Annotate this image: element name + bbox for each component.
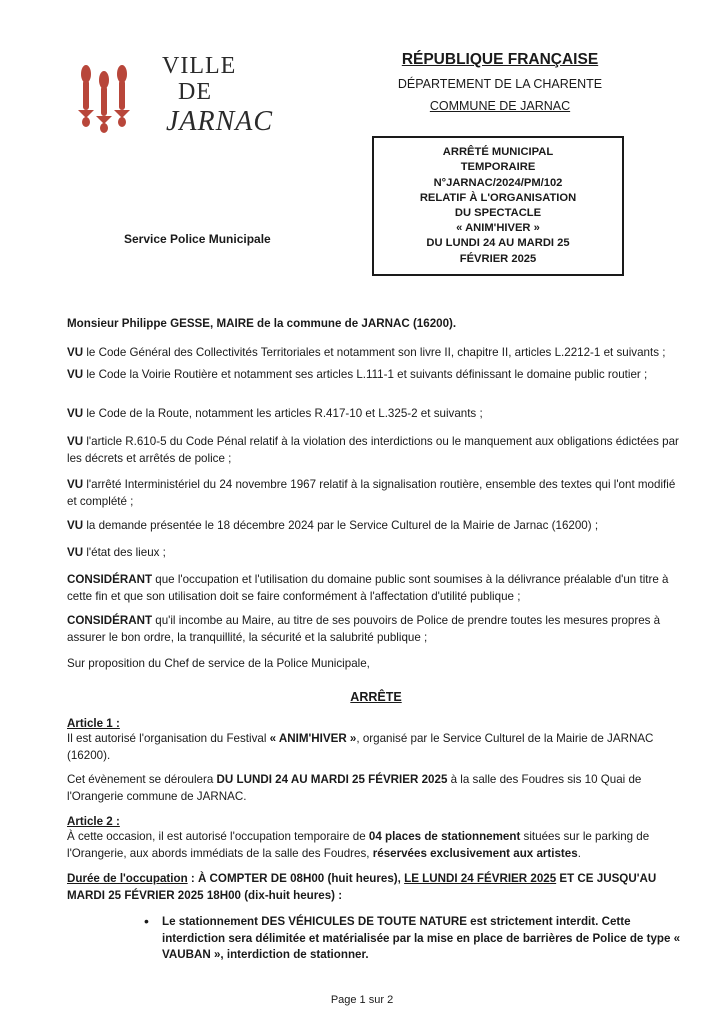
commune-name: COMMUNE DE JARNAC (429, 99, 571, 113)
article-1-paragraph: Il est autorisé l'organisation du Festival « ANIM'HIVER », organisé par le Service Culturel de la Mairie de JARNAC (16200). (67, 732, 654, 762)
vu-paragraph: VU la demande présentée le 18 décembre 2024 par le Service Culturel de la Mairie de Jarnac (16200) ; (67, 519, 599, 532)
article-1-paragraph: Cet évènement se déroulera DU LUNDI 24 AU MARDI 25 FÉVRIER 2025 à la salle des Foudres sis 10 Quai de l'Orangerie commune de JARNAC. (67, 773, 642, 803)
vu-paragraph: VU le Code la Voirie Routière et notamment ses articles L.111-1 et suivants définissant le domaine public routier ; (67, 368, 648, 381)
mayor-line: Monsieur Philippe GESSE, MAIRE de la commune de JARNAC (16200). (67, 317, 457, 330)
considerant-paragraph: CONSIDÉRANT que l'occupation et l'utilisation du domaine public sont soumises à la délivrance préalable d'un titre à cette fin et que son utilisation doit se faire conformément à l'affectation d'utilité publique ; (67, 573, 669, 603)
fish-emblem-icon (74, 52, 164, 142)
title-line: RELATIF À L'ORGANISATION (419, 191, 577, 204)
title-line: N°JARNAC/2024/PM/102 (433, 176, 563, 189)
republic-title: RÉPUBLIQUE FRANÇAISE (401, 51, 599, 68)
vu-paragraph: VU le Code Général des Collectivités Territoriales et notamment son livre II, chapitre II, articles L.2212-1 et suivants ; (67, 346, 666, 359)
vu-paragraph: VU l'arrêté Interministériel du 24 novembre 1967 relatif à la signalisation routière, ensemble des textes qui l'ont modifié et complété ; (67, 478, 676, 508)
duration-paragraph: Durée de l'occupation : À COMPTER DE 08H00 (huit heures), LE LUNDI 24 FÉVRIER 2025 ET CE JUSQU'AU MARDI 25 FÉVRIER 2025 18H00 (dix-huit heures) : (67, 872, 657, 902)
logo-jarnac: JARNAC (166, 106, 274, 137)
jarnac-logo (74, 52, 274, 142)
title-line: TEMPORAIRE (460, 161, 536, 174)
service-label: Service Police Municipale (124, 232, 271, 246)
arrete-heading: ARRÊTE (350, 690, 402, 704)
title-line: DU LUNDI 24 AU MARDI 25 (426, 237, 570, 250)
considerant-paragraph: CONSIDÉRANT qu'il incombe au Maire, au titre de ses pouvoirs de Police de prendre toutes les mesures propres à assurer le bon ordre, la tranquillité, la sécurité et la salubrité publique ; (67, 614, 661, 644)
title-line: « ANIM'HIVER » (456, 222, 540, 235)
title-line: FÉVRIER 2025 (459, 252, 537, 265)
bullet-paragraph: Le stationnement DES VÉHICULES DE TOUTE NATURE est strictement interdit. Cette interdiction sera délimitée et matérialisée par la mise en place de barrières de Police de type « VAUBAN », interdiction de stationner. (162, 915, 681, 961)
proposal-line: Sur proposition du Chef de service de la Police Municipale, (67, 657, 370, 670)
vu-paragraph: VU le Code de la Route, notamment les articles R.417-10 et L.325-2 et suivants ; (67, 407, 483, 420)
article-1-title: Article 1 : (67, 717, 120, 730)
vu-paragraph: VU l'article R.610-5 du Code Pénal relatif à la violation des interdictions ou le manquement aux obligations édictées par les décrets et arrêtés de police ; (67, 435, 679, 465)
title-line: ARRÊTÉ MUNICIPAL (442, 146, 554, 159)
bullet-icon: • (144, 913, 149, 929)
article-2-title: Article 2 : (67, 815, 120, 828)
logo-ville: VILLE (162, 53, 237, 79)
article-2-paragraph: À cette occasion, il est autorisé l'occupation temporaire de 04 places de stationnement situées sur le parking de l'Orangerie, aux abords immédiats de la salle des Foudres, réservées exclusivement aux artistes. (67, 830, 650, 860)
arrete-title-box (372, 136, 624, 276)
page-number: Page 1 sur 2 (330, 994, 394, 1006)
logo-de: DE (178, 79, 212, 105)
vu-paragraph: VU l'état des lieux ; (67, 546, 166, 559)
title-line: DU SPECTACLE (454, 207, 542, 219)
department-name: DÉPARTEMENT DE LA CHARENTE (397, 77, 603, 91)
